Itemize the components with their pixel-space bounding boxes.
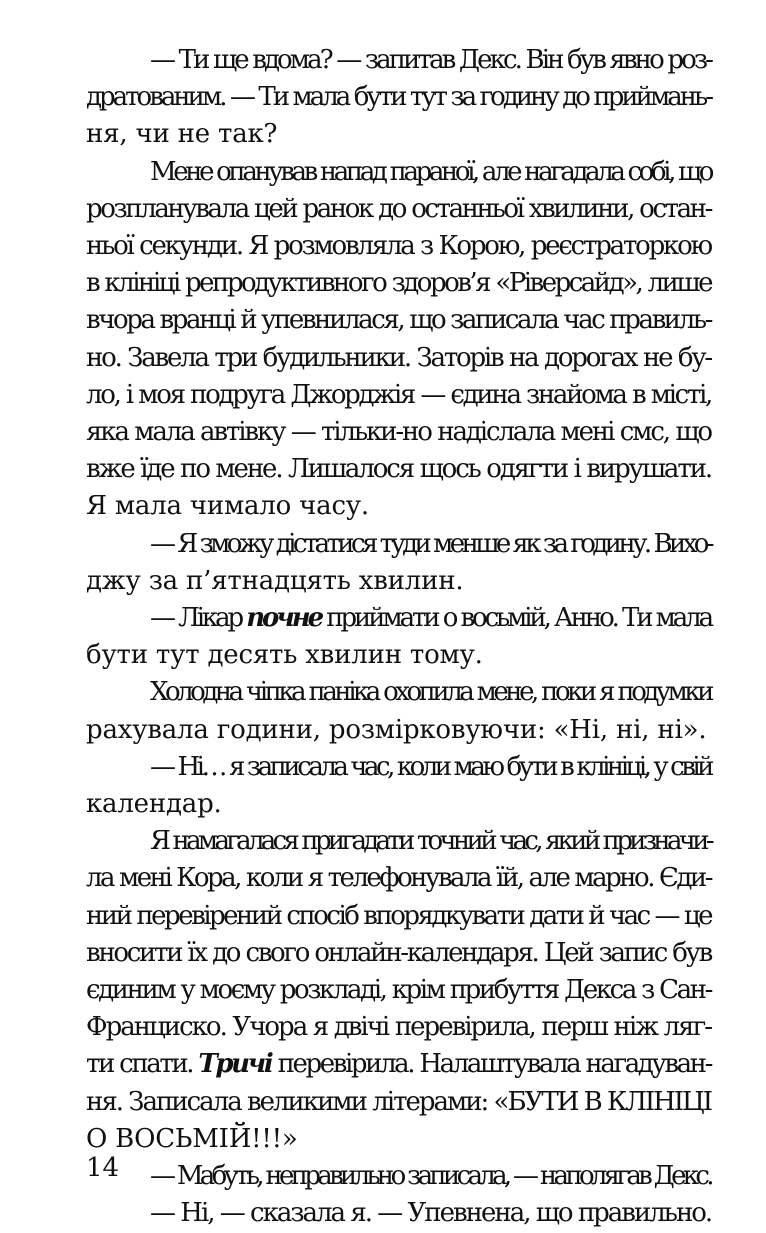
text-run: Франциско. Учора я двічі перевірила, перш ніж ляг- (86, 1012, 711, 1043)
text-line: Я мала чимало часу. (86, 491, 369, 522)
text-line: вже їде по мене. Лишалося щось одягти і вирушати. (86, 454, 711, 485)
text-line: — Ні, — сказала я. — Упевнена, що правильно. (150, 1198, 712, 1229)
paragraph (86, 154, 711, 526)
paragraph (86, 600, 711, 674)
text-run: Я намагалася пригадати точний час, який призначи- (150, 826, 711, 857)
text-line: — Мабуть, неправильно записала, — наполягав Декс. (150, 1161, 711, 1192)
text-run: бути тут десять хвилин тому. (86, 640, 483, 671)
text-line: но. Завела три будильники. Заторів на дорогах не бу- (86, 342, 711, 373)
text-run: ти спати. (86, 1049, 199, 1080)
page-number: 14 (86, 1153, 120, 1183)
paragraph (86, 1158, 711, 1195)
book-page (86, 0, 712, 1229)
text-line: — Я зможу дістатися туди менше як за годину. Вихо- (150, 528, 711, 559)
text-line (86, 860, 711, 897)
text-line: — Ти ще вдома? — запитав Декс. Він був явно роз- (150, 45, 711, 75)
text-run: — Лікар (150, 603, 247, 634)
paragraph (86, 674, 711, 748)
text-run: вносити їх до свого онлайн-календаря. Цей запис був (86, 937, 711, 968)
text-line (86, 637, 711, 674)
text-line: яка мала автівку — тільки-но надіслала мені смс, що (86, 417, 711, 448)
text-line (86, 898, 711, 935)
paragraph (86, 1195, 711, 1232)
text-line: розпланувала цей ранок до останньої хвилини, остан- (86, 193, 711, 224)
paragraph (86, 749, 711, 823)
text-line (86, 1009, 711, 1046)
emphasis: Тричі (198, 1049, 272, 1080)
text-line (86, 600, 711, 637)
text-run: єдиним у моєму розкладі, крім прибуття Декса з Сан- (86, 975, 711, 1006)
text-run: О ВОСЬМІЙ!!!» (86, 1123, 298, 1154)
paragraph (86, 526, 711, 600)
text-run: ла мені Кора, коли я телефонувала їй, але марно. Єди- (86, 863, 711, 894)
text-run: ня. Записала великими літерами: «БУТИ В КЛІНІЦІ (86, 1086, 711, 1117)
text-line: Мене опанував напад параної, але нагадала собі, що (150, 156, 711, 187)
emphasis: почне (246, 603, 322, 634)
text-line: — Ні… я записала час, коли маю бути в клініці, у свій (150, 751, 711, 782)
text-line (86, 1084, 711, 1121)
text-line (86, 935, 711, 972)
page-text (86, 42, 711, 1233)
text-run: перевірила. Налаштувала нагадуван- (271, 1049, 711, 1080)
text-line: ло, і моя подруга Джорджія — єдина знайома в місті, (86, 379, 711, 410)
text-run: ний перевірений спосіб впорядкувати дати й час — це (86, 900, 711, 931)
text-line (86, 1046, 711, 1083)
text-line (86, 823, 711, 860)
text-line: ня, чи не так? (86, 119, 278, 150)
text-line: вчора вранці й упевнилася, що записала час правиль- (86, 305, 711, 336)
paragraph (86, 823, 711, 1158)
paragraph (86, 42, 711, 154)
text-run: приймати о восьмій, Анно. Ти мала (321, 603, 711, 634)
text-line (86, 1121, 711, 1158)
text-line: рахувала години, розмірковуючи: «Ні, ні, ні». (86, 714, 707, 745)
text-line: ньої секунди. Я розмовляла з Корою, реєстраторкою (86, 231, 711, 262)
text-line: Холодна чіпка паніка охопила мене, поки я подумки (150, 677, 711, 708)
text-line: календар. (86, 789, 222, 820)
text-line (86, 972, 711, 1009)
text-line: джу за п’ятнадцять хвилин. (86, 565, 464, 596)
text-line: в клініці репродуктивного здоров’я «Ріверсайд», лише (86, 268, 711, 299)
text-line: дратованим. — Ти мала бути тут за годину до приймань- (86, 82, 711, 113)
